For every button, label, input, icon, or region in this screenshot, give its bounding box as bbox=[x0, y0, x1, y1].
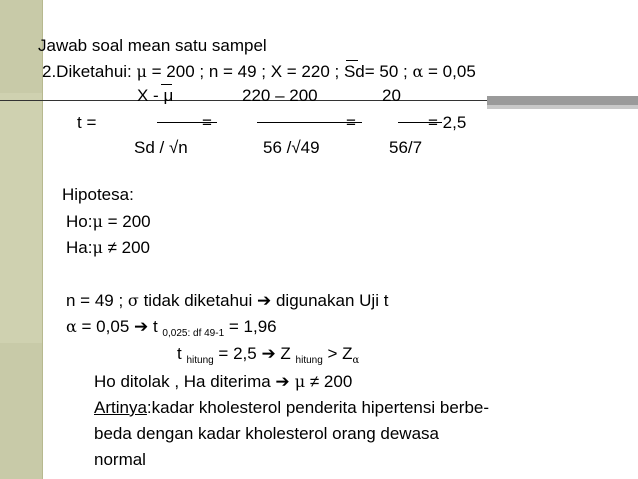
artinya-line-3: normal bbox=[94, 450, 146, 469]
formula-denominator-3: 56/7 bbox=[389, 138, 423, 157]
t-hitung-line: t $_{hitung}$ = 2,5 ➔ Z $_{hitung} > Z_\alpha$ bbox=[177, 344, 360, 366]
formula-equals-1: = bbox=[202, 113, 212, 132]
ha-line: Ha:μ ≠ 200 bbox=[66, 238, 151, 257]
n-line: n = 49 ; σ tidak diketahui ➔ digunakan Uji t bbox=[66, 291, 389, 310]
x-bar-overline bbox=[346, 60, 358, 61]
formula-numerator-3: 20 bbox=[382, 86, 401, 105]
formula-denominator-1: Sd / √n bbox=[134, 138, 188, 157]
formula-numerator-1: X - μ bbox=[137, 86, 174, 105]
hipotesa-heading: Hipotesa: bbox=[62, 185, 134, 204]
conclusion-line: Ho ditolak , Ha diterima ➔ μ ≠ 200 bbox=[94, 372, 353, 391]
artinya-line-2: beda dengan kadar kholesterol orang dewasa bbox=[94, 424, 439, 443]
artinya-line-1: Artinya:kadar kholesterol penderita hipertensi berbe- bbox=[94, 398, 490, 417]
ho-line: Ho:μ = 200 bbox=[66, 212, 151, 231]
alpha-line: α = 0,05 ➔ t $_{0,025: df 49-1}$ = 1,96 bbox=[66, 317, 277, 339]
arrow-right-icon: ➔ bbox=[275, 372, 290, 391]
diketahui-line: 2.Diketahui: μ = 200 ; n = 49 ; X = 220 ; Sd= 50 ; α = 0,05 bbox=[42, 62, 476, 81]
header-rule-band bbox=[487, 96, 638, 105]
numerator-x-bar bbox=[161, 84, 172, 85]
slide-sidebar-panel bbox=[0, 93, 42, 343]
formula-result: = 2,5 bbox=[428, 113, 467, 132]
arrow-right-icon: ➔ bbox=[134, 317, 149, 336]
header-rule-band-shadow bbox=[487, 105, 638, 109]
formula-numerator-2: 220 – 200 bbox=[242, 86, 318, 105]
formula-equals-2: = bbox=[346, 113, 356, 132]
title-line: Jawab soal mean satu sampel bbox=[38, 36, 267, 55]
formula-denominator-2: 56 /√49 bbox=[263, 138, 320, 157]
arrow-right-icon: ➔ bbox=[261, 344, 276, 363]
formula-t-label: t = bbox=[77, 113, 97, 132]
arrow-right-icon: ➔ bbox=[256, 291, 272, 310]
artinya-label: Artinya bbox=[94, 398, 147, 417]
